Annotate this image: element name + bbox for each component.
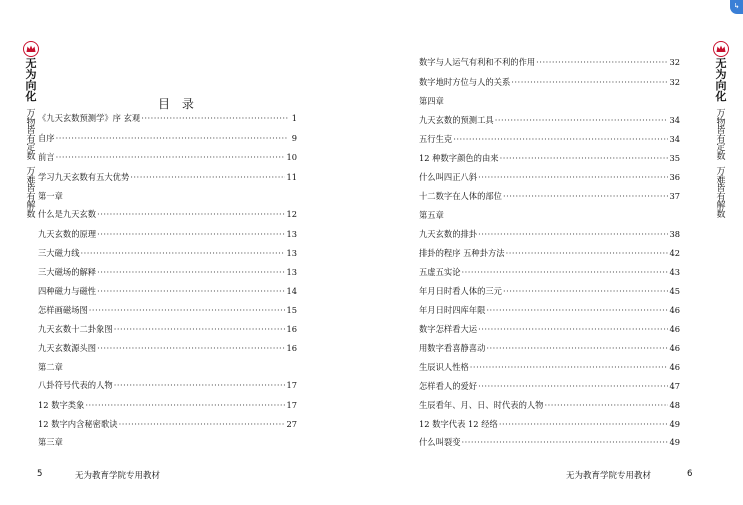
toc-entry[interactable] (419, 322, 680, 336)
toc-entry-label: 学习九天玄数有五大优势 (38, 172, 130, 182)
toc-entry[interactable] (38, 265, 297, 279)
toc-entry-page: 27 (286, 419, 297, 429)
motto-2-left: 万难皆有解数 (26, 167, 36, 220)
toc-entry-label: 数字怎样看大运 (419, 324, 478, 334)
motto-2-right: 万难皆有解数 (716, 167, 726, 220)
leader-dots (85, 398, 285, 412)
corner-badge: ↳ (730, 0, 743, 14)
toc-entry-label: 数字地时方位与人的关系 (419, 77, 511, 87)
brand-vertical-right: 无为向化 (715, 57, 727, 103)
leader-dots (470, 360, 669, 374)
toc-entry-page: 10 (286, 152, 297, 162)
toc-entry[interactable] (38, 322, 297, 336)
toc-entry-page: 46 (669, 324, 680, 334)
motto-1-left: 万物皆有定数 (26, 109, 36, 162)
toc-entry-label: 什么是九天玄数 (38, 209, 97, 219)
toc-entry-page: 13 (286, 248, 297, 258)
toc-entry[interactable] (419, 265, 680, 279)
toc-entry-label: 三大磁场的解释 (38, 267, 97, 277)
toc-entry-page: 14 (286, 286, 297, 296)
toc-entry[interactable] (419, 113, 680, 127)
toc-entry-page: 49 (669, 419, 680, 429)
toc-entry-label: 九天玄数的预测工具 (419, 115, 494, 125)
crown-logo-icon (713, 41, 729, 57)
toc-entry-page: 15 (286, 305, 297, 315)
leader-dots (114, 378, 286, 392)
toc-entry-label: 什么叫裂变 (419, 437, 461, 447)
leader-dots (503, 284, 668, 298)
toc-entry-page: 36 (669, 172, 680, 182)
toc-entry[interactable] (38, 131, 297, 145)
leader-dots (97, 265, 285, 279)
leader-dots (130, 170, 285, 184)
toc-entry-page: 32 (669, 57, 680, 67)
leader-dots (503, 189, 668, 203)
toc-entry-page: 9 (291, 133, 297, 143)
toc-entry-page: 35 (669, 153, 680, 163)
leader-dots (97, 207, 285, 221)
toc-entry[interactable] (38, 246, 297, 260)
toc-entry-label: 什么叫四正八斜 (419, 172, 478, 182)
brand-vertical-left: 无为向化 (25, 57, 37, 103)
toc-entry-label: 怎样画磁场图 (38, 305, 88, 315)
toc-entry[interactable] (38, 170, 297, 184)
toc-entry[interactable] (419, 360, 680, 374)
toc-entry[interactable] (38, 284, 297, 298)
toc-entry[interactable] (38, 111, 297, 125)
toc-entry[interactable] (38, 398, 297, 412)
toc-entry[interactable] (419, 417, 680, 431)
leader-dots (462, 435, 669, 449)
toc-entry-label: 排卦的程序 五种卦方法 (419, 248, 505, 258)
toc-entry-page: 12 (286, 209, 297, 219)
leader-dots (536, 55, 668, 69)
toc-entry-label: 12 数字代表 12 经络 (419, 419, 498, 429)
toc-entry[interactable] (419, 284, 680, 298)
toc-entry-label: 九天玄数的原理 (38, 229, 97, 239)
leader-dots (506, 246, 669, 260)
chapter-heading: 第三章 (38, 437, 63, 447)
toc-entry-page: 17 (286, 380, 297, 390)
toc-entry[interactable] (419, 379, 680, 393)
leader-dots (141, 111, 288, 125)
toc-entry-label: 数字与人运气有利和不利的作用 (419, 57, 536, 67)
leader-dots (97, 284, 285, 298)
leader-dots (478, 170, 668, 184)
toc-entry-page: 1 (291, 113, 297, 123)
toc-entry[interactable] (419, 55, 680, 69)
toc-entry[interactable] (419, 189, 680, 203)
leader-dots (97, 341, 285, 355)
leader-dots (56, 131, 288, 145)
toc-entry[interactable] (419, 246, 680, 260)
toc-entry-label: 自序 (38, 133, 55, 143)
toc-entry-page: 37 (669, 191, 680, 201)
leader-dots (499, 417, 669, 431)
leader-dots (544, 398, 668, 412)
toc-entry-label: 九天玄数源头图 (38, 343, 97, 353)
leader-dots (486, 341, 668, 355)
toc-entry-page: 34 (669, 115, 680, 125)
toc-entry-label: 三大磁力线 (38, 248, 80, 258)
toc-entry-page: 16 (286, 324, 297, 334)
toc-entry-label: 《九天玄数预测学》序 玄观 (38, 113, 141, 123)
toc-entry-page: 43 (669, 267, 680, 277)
toc-entry-page: 17 (286, 400, 297, 410)
toc-entry-page: 16 (286, 343, 297, 353)
toc-entry[interactable] (419, 303, 680, 317)
toc-entry-label: 12 种数字颜色的由来 (419, 153, 499, 163)
leader-dots (511, 75, 668, 89)
toc-entry-label: 用数字看喜静喜动 (419, 343, 486, 353)
leader-dots (478, 227, 668, 241)
leader-dots (478, 322, 668, 336)
toc-entry[interactable] (419, 170, 680, 184)
toc-entry[interactable] (38, 417, 297, 431)
toc-entry-label: 五虚五实论 (419, 267, 461, 277)
toc-entry[interactable] (419, 398, 680, 412)
footer-text-left: 无为教育学院专用教材 (75, 471, 161, 481)
footer-text-right: 无为教育学院专用教材 (566, 471, 652, 481)
toc-entry[interactable] (38, 150, 297, 164)
toc-entry-page: 13 (286, 267, 297, 277)
toc-entry-label: 十二数字在人体的部位 (419, 191, 502, 201)
toc-title: 目 录 (158, 97, 198, 111)
leader-dots (114, 322, 286, 336)
chapter-heading: 第二章 (38, 362, 63, 372)
chapter-heading: 第一章 (38, 191, 63, 201)
leader-dots (119, 417, 286, 431)
toc-entry-label: 九天玄数的排卦 (419, 229, 478, 239)
leader-dots (478, 379, 668, 393)
toc-entry[interactable] (38, 227, 297, 241)
toc-entry-label: 八卦符号代表的人物 (38, 380, 113, 390)
toc-entry-page: 45 (669, 286, 680, 296)
toc-entry-page: 46 (669, 343, 680, 353)
chapter-heading: 第五章 (419, 210, 444, 220)
leader-dots (462, 265, 669, 279)
leader-dots (486, 303, 668, 317)
toc-entry-page: 48 (669, 400, 680, 410)
toc-entry-label: 12 数字内含秘密歌诀 (38, 419, 118, 429)
toc-entry-label: 生辰识人性格 (419, 362, 469, 372)
toc-entry-label: 年月日时四库年限 (419, 305, 486, 315)
toc-entry-label: 前言 (38, 152, 55, 162)
toc-entry-page: 38 (669, 229, 680, 239)
leader-dots (495, 113, 669, 127)
leader-dots (97, 227, 285, 241)
toc-entry-page: 34 (669, 134, 680, 144)
leader-dots (81, 246, 286, 260)
leader-dots (89, 303, 286, 317)
toc-entry[interactable] (419, 341, 680, 355)
toc-entry-label: 12 数字类象 (38, 400, 85, 410)
toc-entry[interactable] (419, 435, 680, 449)
toc-entry-page: 46 (669, 305, 680, 315)
toc-entry-page: 32 (669, 77, 680, 87)
motto-1-right: 万物皆有定数 (716, 109, 726, 162)
toc-entry-label: 年月日时看人体的三元 (419, 286, 502, 296)
toc-entry-page: 42 (669, 248, 680, 258)
toc-entry[interactable] (38, 303, 297, 317)
leader-dots (56, 150, 286, 164)
toc-entry[interactable] (419, 75, 680, 89)
page-number-right: 6 (687, 469, 693, 479)
toc-entry[interactable] (38, 378, 297, 392)
page-number-left: 5 (37, 469, 43, 479)
toc-entry-label: 四种磁力与磁性 (38, 286, 97, 296)
toc-entry[interactable] (419, 227, 680, 241)
leader-dots (453, 132, 668, 146)
toc-entry-page: 11 (286, 172, 297, 182)
toc-entry[interactable] (38, 207, 297, 221)
toc-entry-label: 怎样看人的爱好 (419, 381, 478, 391)
crown-logo-icon (23, 41, 39, 57)
toc-entry-page: 49 (669, 437, 680, 447)
toc-entry[interactable] (38, 341, 297, 355)
toc-entry[interactable] (419, 151, 680, 165)
leader-dots (500, 151, 669, 165)
toc-entry-label: 生辰看年、月、日、时代表的人物 (419, 400, 544, 410)
toc-entry-page: 46 (669, 362, 680, 372)
toc-entry[interactable] (419, 132, 680, 146)
toc-entry-page: 47 (669, 381, 680, 391)
toc-entry-label: 九天玄数十二卦象图 (38, 324, 113, 334)
toc-entry-page: 13 (286, 229, 297, 239)
chapter-heading: 第四章 (419, 96, 444, 106)
toc-entry-label: 五行生克 (419, 134, 453, 144)
